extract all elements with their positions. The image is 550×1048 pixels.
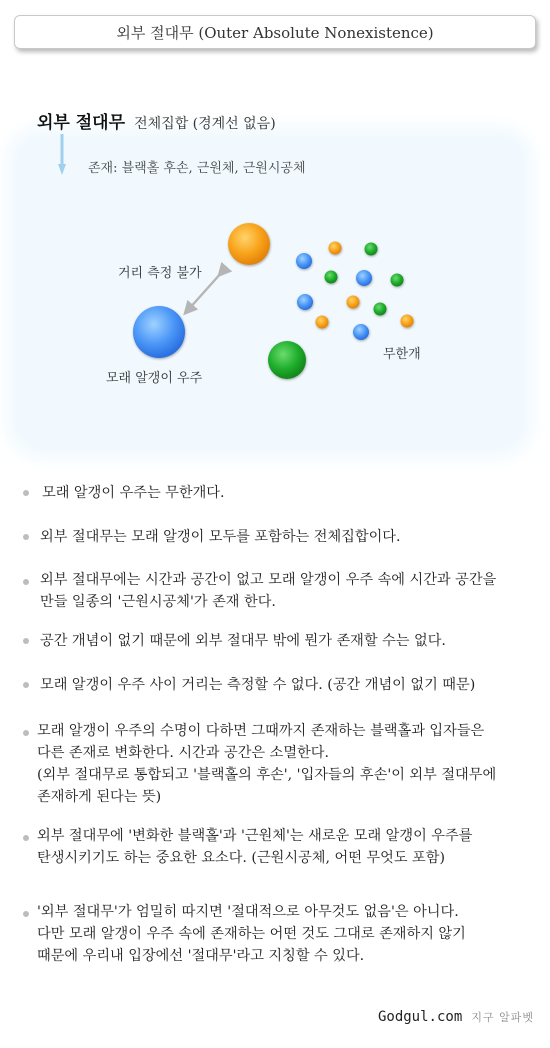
small-universes (296, 242, 414, 341)
bullet-dot (23, 490, 29, 496)
universe-small-green (365, 243, 378, 256)
universe-small-orange (347, 296, 360, 309)
bullet-dot (23, 638, 29, 644)
bullet-dot (23, 911, 29, 917)
universe-small-blue (297, 294, 313, 310)
universe-small-green (391, 274, 404, 287)
universe-green-large (268, 341, 306, 379)
bullet-dot (23, 534, 29, 540)
infinite-label: 무한개 (383, 347, 421, 362)
header-title: 외부 절대무 (Outer Absolute Nonexistence) (116, 23, 434, 42)
universe-small-green (325, 271, 338, 284)
universe-orange-large (228, 223, 270, 265)
universe-blue-large (133, 306, 185, 358)
universe-label: 모래 알갱이 우주 (106, 371, 203, 386)
distance-label: 거리 측정 불가 (118, 266, 202, 281)
footer-credit (378, 1006, 534, 1025)
universe-small-orange (316, 316, 329, 329)
universe-small-blue (296, 253, 312, 269)
contents-label: 존재: 블랙홀 후손, 근원체, 근원시공체 (88, 161, 306, 176)
bullet-item: 모래 알갱이 우주 사이 거리는 측정할 수 없다. (공간 개념이 없기 때문) (40, 677, 476, 693)
universes-diagram (0, 0, 550, 460)
bullet-dot (23, 730, 29, 736)
universe-small-blue (353, 324, 369, 340)
bullet-item: 외부 절대무는 모래 알갱이 모두를 포함하는 전체집합이다. (40, 529, 401, 545)
footer-site: Godgul.com (377, 1009, 463, 1025)
universe-small-blue (356, 270, 372, 286)
diagram-title-sub: 전체집합 (경계선 없음) (134, 116, 276, 132)
diagram-title-main: 외부 절대무 (37, 113, 126, 133)
universe-small-orange (329, 242, 342, 255)
bullet-item: 외부 절대무에는 시간과 공간이 없고 모래 알갱이 우주 속에 시간과 공간을 만들 일종의 '근원시공체'가 존재 한다. (40, 572, 497, 610)
bullet-item: 모래 알갱이 우주는 무한개다. (42, 485, 225, 501)
bullet-item: 공간 개념이 없기 때문에 외부 절대무 밖에 뭔가 존재할 수는 없다. (40, 633, 446, 649)
bullet-item: '외부 절대무'가 엄밀히 따지면 '절대적으로 아무것도 없음'은 아니다. 다만 모래 알갱이 우주 속에 존재하는 어떤 것도 그대로 존재하지 않기 때문에 우리내 입장에선 '절대무'라고 지칭할 수 있다. (37, 904, 466, 964)
bullet-dot (23, 682, 29, 688)
bullet-item: 외부 절대무에 '변화한 블랙홀'과 '근원체'는 새로운 모래 알갱이 우주를 탄생시키기도 하는 중요한 요소다. (근원시공체, 어떤 무엇도 포함) (37, 828, 473, 866)
bullet-dot (23, 835, 29, 841)
universe-small-green (374, 303, 387, 316)
bullet-dot (23, 579, 29, 585)
universe-small-orange (401, 315, 414, 328)
footer-subtitle: 지구 알파벳 (471, 1011, 534, 1024)
bullet-item: 모래 알갱이 우주의 수명이 다하면 그때까지 존재하는 블랙홀과 입자들은 다른 존재로 변화한다. 시간과 공간은 소멸한다. (외부 절대무로 통합되고 '블랙홀의 후손', '입자들의 후손'이 외부 절대무에 존재하게 된다는 뜻) (37, 723, 497, 805)
